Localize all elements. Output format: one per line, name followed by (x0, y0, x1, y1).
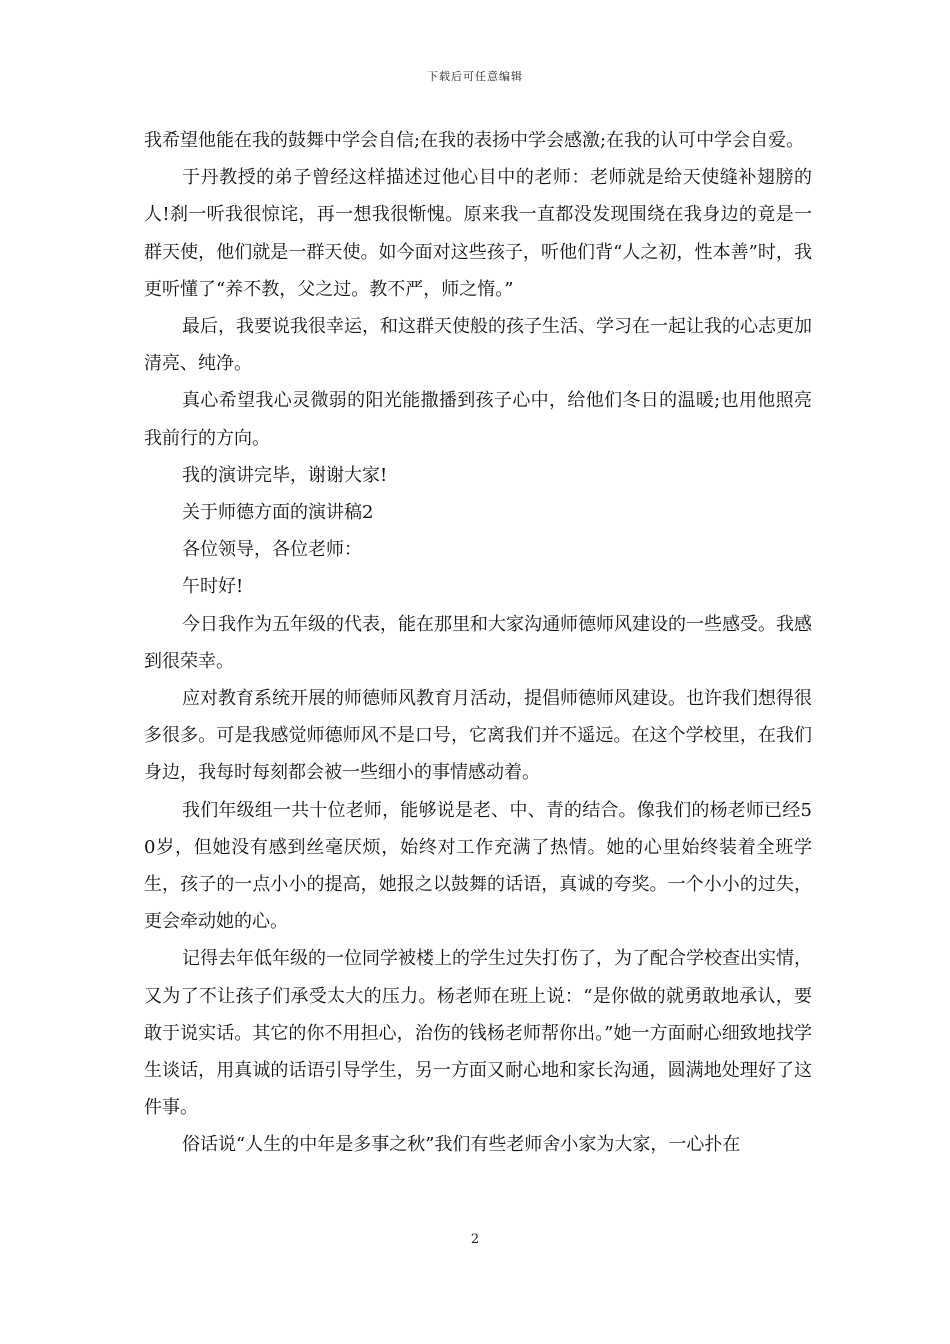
paragraph: 真心希望我心灵微弱的阳光能撒播到孩子心中，给他们冬日的温暖;也用他照亮我前行的方向。 (144, 390, 812, 449)
page-header: 下载后可任意编辑 (427, 70, 523, 83)
paragraph: 我的演讲完毕，谢谢大家! (182, 464, 388, 486)
section-title: 关于师德方面的演讲稿2 (182, 502, 374, 524)
paragraph: 我们年级组一共十位老师，能够说是老、中、青的结合。像我们的杨老师已经50岁，但她没有感到丝毫厌烦，始终对工作充满了热情。她的心里始终装着全班学生，孩子的一点小小的提高，她报之以鼓舞的话语，真诚的夸奖。一个小小的过失，更会牵动她的心。 (144, 799, 812, 933)
salutation: 各位领导，各位老师： (182, 539, 362, 561)
paragraph: 于丹教授的弟子曾经这样描述过他心目中的老师：老师就是给天使缝补翅膀的人!刹一听我很惊诧，再一想我很惭愧。原来我一直都没发现围绕在我身边的竟是一群天使，他们就是一群天使。如今面对这些孩子，听他们背“人之初，性本善”时，我更听懂了“养不教，父之过。教不严，师之惰。” (144, 167, 812, 300)
paragraph: 应对教育系统开展的师德师风教育月活动，提倡师德师风建设。也许我们想得很多很多。可是我感觉师德师风不是口号，它离我们并不遥远。在这个学校里，在我们身边，我每时每刻都会被一些细小的事情感动着。 (144, 688, 812, 784)
page-number: 2 (470, 1232, 480, 1247)
paragraph: 我希望他能在我的鼓舞中学会自信;在我的表扬中学会感激;在我的认可中学会自爱。 (144, 130, 805, 151)
greeting: 午时好! (182, 576, 244, 598)
paragraph: 记得去年低年级的一位同学被楼上的学生过失打伤了，为了配合学校查出实情，又为了不让孩子们承受太大的压力。杨老师在班上说：“是你做的就勇敢地承认，要敢于说实话。其它的你不用担心，治伤的钱杨老师帮你出。”她一方面耐心细致地找学生谈话，用真诚的话语引导学生，另一方面又耐心地和家长沟通，圆满地处理好了这件事。 (144, 948, 812, 1119)
paragraph: 最后，我要说我很幸运，和这群天使般的孩子生活、学习在一起让我的心志更加清亮、纯净。 (144, 316, 812, 375)
paragraph: 今日我作为五年级的代表，能在那里和大家沟通师德师风建设的一些感受。我感到很荣幸。 (144, 613, 812, 672)
document-body (144, 122, 812, 1164)
paragraph: 俗话说“人生的中年是多事之秋”我们有些老师舍小家为大家，一心扑在 (182, 1134, 741, 1156)
